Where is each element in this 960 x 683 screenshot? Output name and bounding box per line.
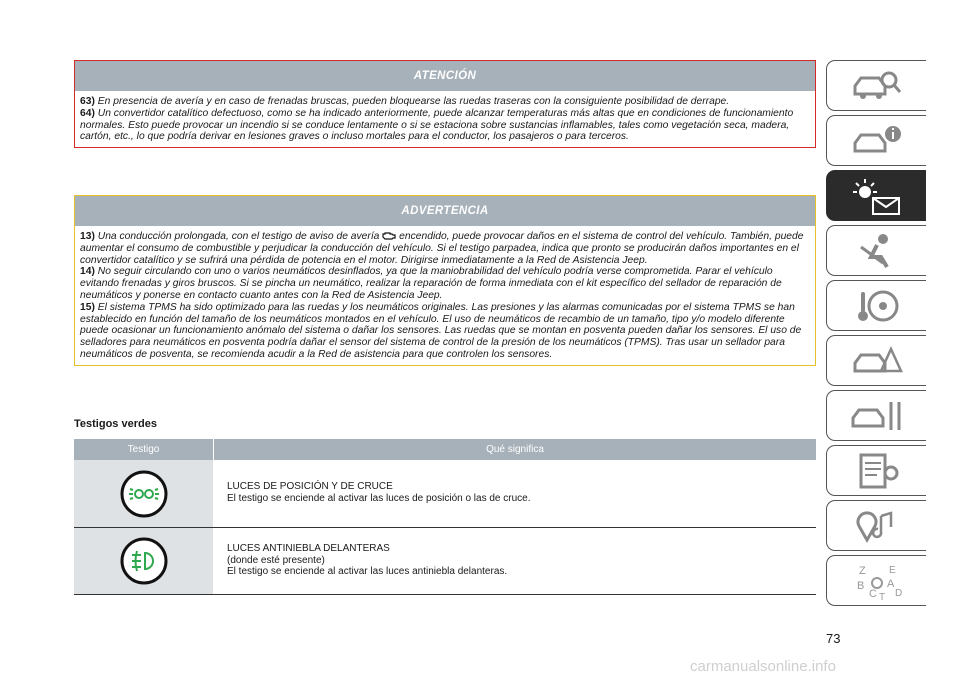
- item-number: 63): [80, 96, 95, 107]
- table-header: [74, 439, 816, 460]
- indicator-note: (donde esté presente): [227, 554, 325, 566]
- warning-box: [74, 195, 816, 366]
- indicator-description: El testigo se enciende al activar las luces de posición o las de cruce.: [227, 492, 531, 504]
- warning-item: [80, 231, 810, 266]
- column-header-testigo: Testigo: [74, 439, 214, 460]
- tab-maintenance[interactable]: [826, 390, 926, 441]
- meaning-cell: [213, 460, 816, 527]
- tab-driving[interactable]: [826, 280, 926, 331]
- item-text: Un convertidor catalítico defectuoso, como se ha indicado anteriormente, puede alcanzar temperaturas más altas que en condiciones de funcionamiento normales. Esto puede provocar un incendio si se conduce lentamente o si se estaciona sobre sustancias inflamables, tales como vegetación seca, madera, cartón, etc., lo que podría derivar en lesiones graves o incluso mortales para el conductor, los pasajeros o para terceros.: [80, 107, 794, 143]
- table-row: [74, 528, 816, 595]
- watermark: carmanualsonline.info: [690, 658, 836, 675]
- index-letter: E: [888, 564, 896, 576]
- engine-check-icon: [382, 231, 396, 240]
- attention-item: [80, 96, 810, 108]
- position-lights-icon: [120, 470, 168, 518]
- car-info-icon: [847, 121, 907, 161]
- tab-car-search[interactable]: [826, 60, 926, 111]
- item-text: encendido, puede provocar daños en el sistema de control del vehículo. También, puede aumentar el consumo de combustible y perjudicar la conducción del vehículo. Si el testigo parpadea, indica que pronto se producirán daños importantes en el convertidor catalítico y se sufrirá una pérdida de potencia en el motor. Dirigirse inmediatamente a la Red de Asistencia Jeep.: [80, 231, 804, 266]
- index-letter: B: [856, 579, 864, 592]
- section-title: Testigos verdes: [74, 418, 157, 430]
- page-number: 73: [826, 631, 841, 646]
- attention-heading: ATENCIÓN: [75, 61, 815, 91]
- alphabet-index-icon: [847, 561, 907, 601]
- index-letter: D: [894, 587, 902, 599]
- car-tools-icon: [847, 396, 907, 436]
- index-letter: Z: [858, 564, 866, 577]
- item-text: No seguir circulando con uno o varios neumáticos desinflados, ya que la maniobrabilidad del vehículo podría verse comprometida. Parar el vehículo evitando frenadas y giros bruscos. Si se pincha un neumático, realizar la reparación de forma inmediata con el kit específico del sellador de reparación de neumáticos y ponerse en contacto cuanto antes con la Red de Asistencia Jeep.: [80, 266, 782, 301]
- icon-cell: [74, 528, 213, 594]
- warning-item: [80, 302, 810, 361]
- index-letter: T: [878, 591, 885, 601]
- attention-item: [80, 108, 810, 143]
- tab-safety[interactable]: [826, 225, 926, 276]
- car-breakdown-icon: [847, 341, 907, 381]
- attention-body: [75, 91, 815, 147]
- index-letter: A: [886, 577, 894, 590]
- item-number: 13): [80, 231, 95, 242]
- indicator-table: [74, 439, 816, 595]
- tab-emergency[interactable]: [826, 335, 926, 386]
- steering-key-icon: [847, 286, 907, 326]
- item-text: Una conducción prolongada, con el testigo de aviso de avería: [97, 231, 380, 242]
- tab-warning-lights[interactable]: [826, 170, 926, 221]
- tab-multimedia[interactable]: [826, 500, 926, 551]
- tab-specifications[interactable]: [826, 445, 926, 496]
- column-header-meaning: Qué significa: [486, 444, 544, 455]
- indicator-title: LUCES DE POSICIÓN Y DE CRUCE: [227, 481, 393, 492]
- attention-box: [74, 60, 816, 148]
- warning-light-message-icon: [847, 176, 907, 216]
- meaning-cell: [213, 528, 816, 594]
- warning-item: [80, 266, 810, 301]
- tab-car-info[interactable]: [826, 115, 926, 166]
- item-number: 64): [80, 107, 95, 119]
- icon-cell: [74, 460, 213, 527]
- item-number: 14): [80, 266, 95, 278]
- front-fog-lights-icon: [120, 537, 168, 585]
- table-row: [74, 460, 816, 528]
- item-number: 15): [80, 301, 95, 313]
- tab-index[interactable]: [826, 555, 926, 606]
- airbag-seat-icon: [847, 231, 907, 271]
- item-text: En presencia de avería y en caso de frenadas bruscas, pueden bloquearse las ruedas traseras con la consiguiente posibilidad de derrape.: [97, 96, 730, 107]
- spec-sheet-gear-icon: [847, 451, 907, 491]
- index-letter: C: [868, 587, 877, 600]
- indicator-title: LUCES ANTINIEBLA DELANTERAS: [227, 543, 390, 554]
- indicator-description: El testigo se enciende al activar las luces antiniebla delanteras.: [227, 566, 508, 577]
- car-search-icon: [847, 66, 907, 106]
- item-text: El sistema TPMS ha sido optimizado para las ruedas y los neumáticos originales. Las presiones y las alarmas comunicadas por el sistema TPMS se han establecido en función del tamaño de los neumáticos montados en el vehículo. El uso de neumáticos de recambio de un tamaño, tipo y/o modelo diferente puede ocasionar un funcionamiento anómalo del sistema o dañar los sensores. Las ruedas que se montan en posventa pueden dañar los sensores. El uso de selladores para neumáticos en posventa podría dañar el sensor del sistema de control de la presión de los neumáticos (TPMS). Tras usar un sellador para neumáticos de posventa, se recomienda acudir a la Red de asistencia para que controlen los sensores.: [80, 301, 802, 360]
- warning-body: [75, 226, 815, 365]
- warning-heading: ADVERTENCIA: [75, 196, 815, 226]
- multimedia-icon: [847, 506, 907, 546]
